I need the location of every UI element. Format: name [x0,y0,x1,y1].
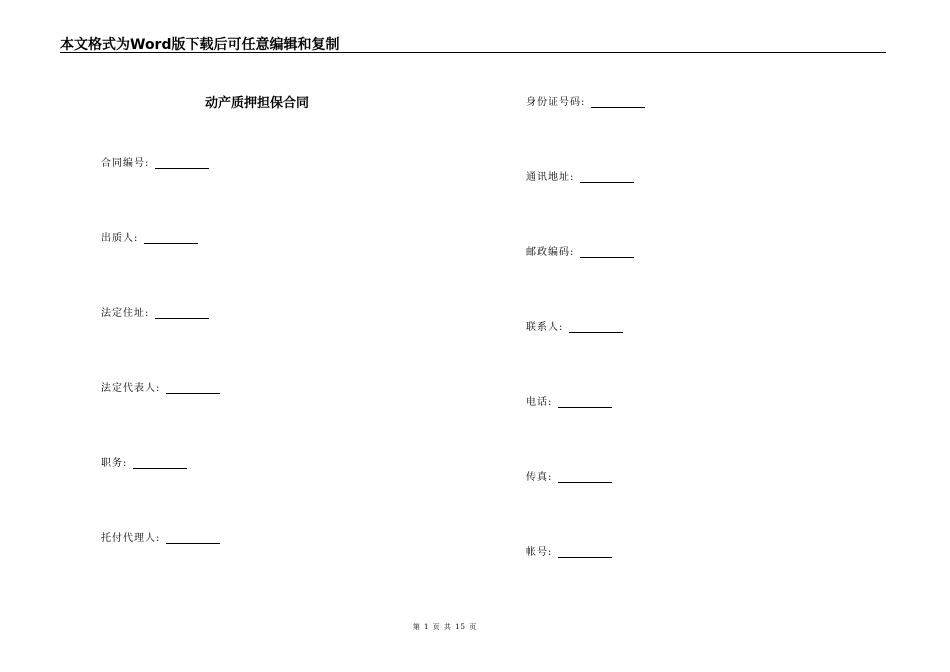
field-label: 联系人: [526,322,564,333]
phone-field [526,393,612,408]
blank-line [166,383,220,394]
field-label: 法定代表人: [101,383,161,394]
field-label: 帐号: [526,547,553,558]
blank-line [133,458,187,469]
field-label: 通讯地址: [526,172,575,183]
blank-line [155,308,209,319]
id-number-field [526,93,645,108]
blank-line [558,397,612,408]
header-divider [60,52,886,53]
page-header-title: 本文格式为Word版下载后可任意编辑和复制 [60,37,340,53]
blank-line [569,322,623,333]
document-title: 动产质押担保合同 [205,96,310,111]
blank-line [558,472,612,483]
field-label: 身份证号码: [526,97,586,108]
mailing-address-field [526,168,634,183]
position-field [101,454,187,469]
field-label: 职务: [101,458,128,469]
contact-person-field [526,318,623,333]
fax-field [526,468,612,483]
field-label: 邮政编码: [526,247,575,258]
legal-address-field [101,304,209,319]
field-label: 法定住址: [101,308,150,319]
field-label: 合同编号: [101,158,150,169]
field-label: 托付代理人: [101,533,161,544]
blank-line [155,158,209,169]
page-footer: 第 1 页 共 15 页 [412,623,478,631]
blank-line [144,233,198,244]
authorized-agent-field [101,529,220,544]
legal-representative-field [101,379,220,394]
blank-line [166,533,220,544]
pledgor-field [101,229,198,244]
account-field [526,543,612,558]
blank-line [558,547,612,558]
contract-number-field [101,154,209,169]
blank-line [580,247,634,258]
field-label: 传真: [526,472,553,483]
blank-line [591,97,645,108]
postal-code-field [526,243,634,258]
field-label: 电话: [526,397,553,408]
blank-line [580,172,634,183]
field-label: 出质人: [101,233,139,244]
